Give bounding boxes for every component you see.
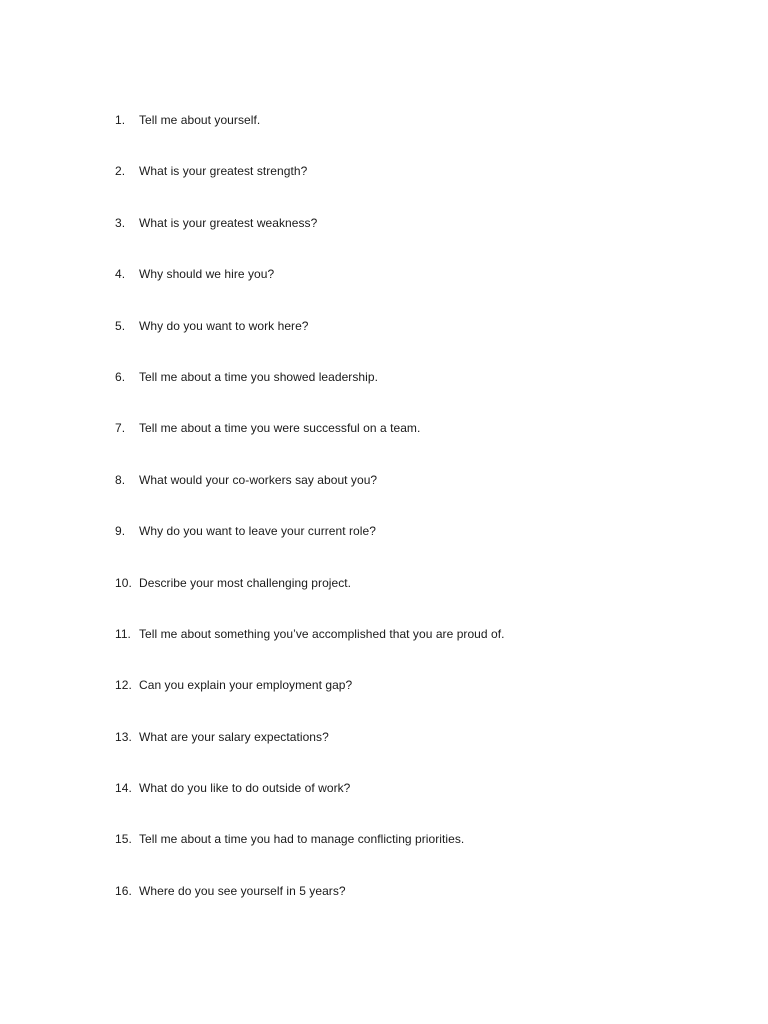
question-item xyxy=(115,883,505,934)
question-text: Can you explain your employment gap? xyxy=(139,678,353,693)
question-text: Tell me about a time you showed leadership. xyxy=(139,369,378,384)
interview-question-list xyxy=(115,112,505,934)
question-number: 15. xyxy=(115,832,132,847)
question-item xyxy=(115,266,505,317)
question-number: 7. xyxy=(115,421,126,436)
question-item xyxy=(115,420,505,471)
question-item xyxy=(115,472,505,523)
question-text: What is your greatest weakness? xyxy=(139,215,318,230)
question-number: 16. xyxy=(115,883,132,898)
question-text: What are your salary expectations? xyxy=(139,729,329,744)
question-item xyxy=(115,369,505,420)
question-text: Where do you see yourself in 5 years? xyxy=(139,883,346,898)
question-text: What would your co-workers say about you? xyxy=(139,472,378,487)
question-text: Tell me about a time you were successful on a team. xyxy=(139,421,421,436)
question-text: What is your greatest strength? xyxy=(139,164,308,179)
question-number: 2. xyxy=(115,164,126,179)
question-item xyxy=(115,163,505,214)
question-item xyxy=(115,318,505,369)
question-number: 3. xyxy=(115,215,126,230)
question-number: 9. xyxy=(115,524,126,539)
question-number: 6. xyxy=(115,369,126,384)
question-number: 1. xyxy=(115,113,126,127)
question-item xyxy=(115,831,505,882)
question-number: 8. xyxy=(115,472,126,487)
question-text: Tell me about something you’ve accomplished that you are proud of. xyxy=(139,626,505,641)
question-text: What do you like to do outside of work? xyxy=(139,781,351,796)
question-text: Why do you want to work here? xyxy=(139,318,309,333)
question-number: 4. xyxy=(115,267,126,282)
question-number: 13. xyxy=(115,729,132,744)
question-item xyxy=(115,677,505,728)
question-number: 11. xyxy=(115,626,131,641)
question-number: 5. xyxy=(115,318,126,333)
question-item xyxy=(115,523,505,574)
question-item xyxy=(115,575,505,626)
question-text: Tell me about yourself. xyxy=(139,113,261,127)
question-item xyxy=(115,626,505,677)
question-number: 10. xyxy=(115,575,132,590)
question-number: 14. xyxy=(115,781,132,796)
question-text: Describe your most challenging project. xyxy=(139,575,352,590)
question-text: Why should we hire you? xyxy=(139,267,275,282)
question-item xyxy=(115,215,505,266)
question-item xyxy=(115,780,505,831)
question-item xyxy=(115,112,505,163)
question-number: 12. xyxy=(115,678,132,693)
question-item xyxy=(115,729,505,780)
question-text: Why do you want to leave your current role? xyxy=(139,524,376,539)
question-text: Tell me about a time you had to manage conflicting priorities. xyxy=(139,832,465,847)
